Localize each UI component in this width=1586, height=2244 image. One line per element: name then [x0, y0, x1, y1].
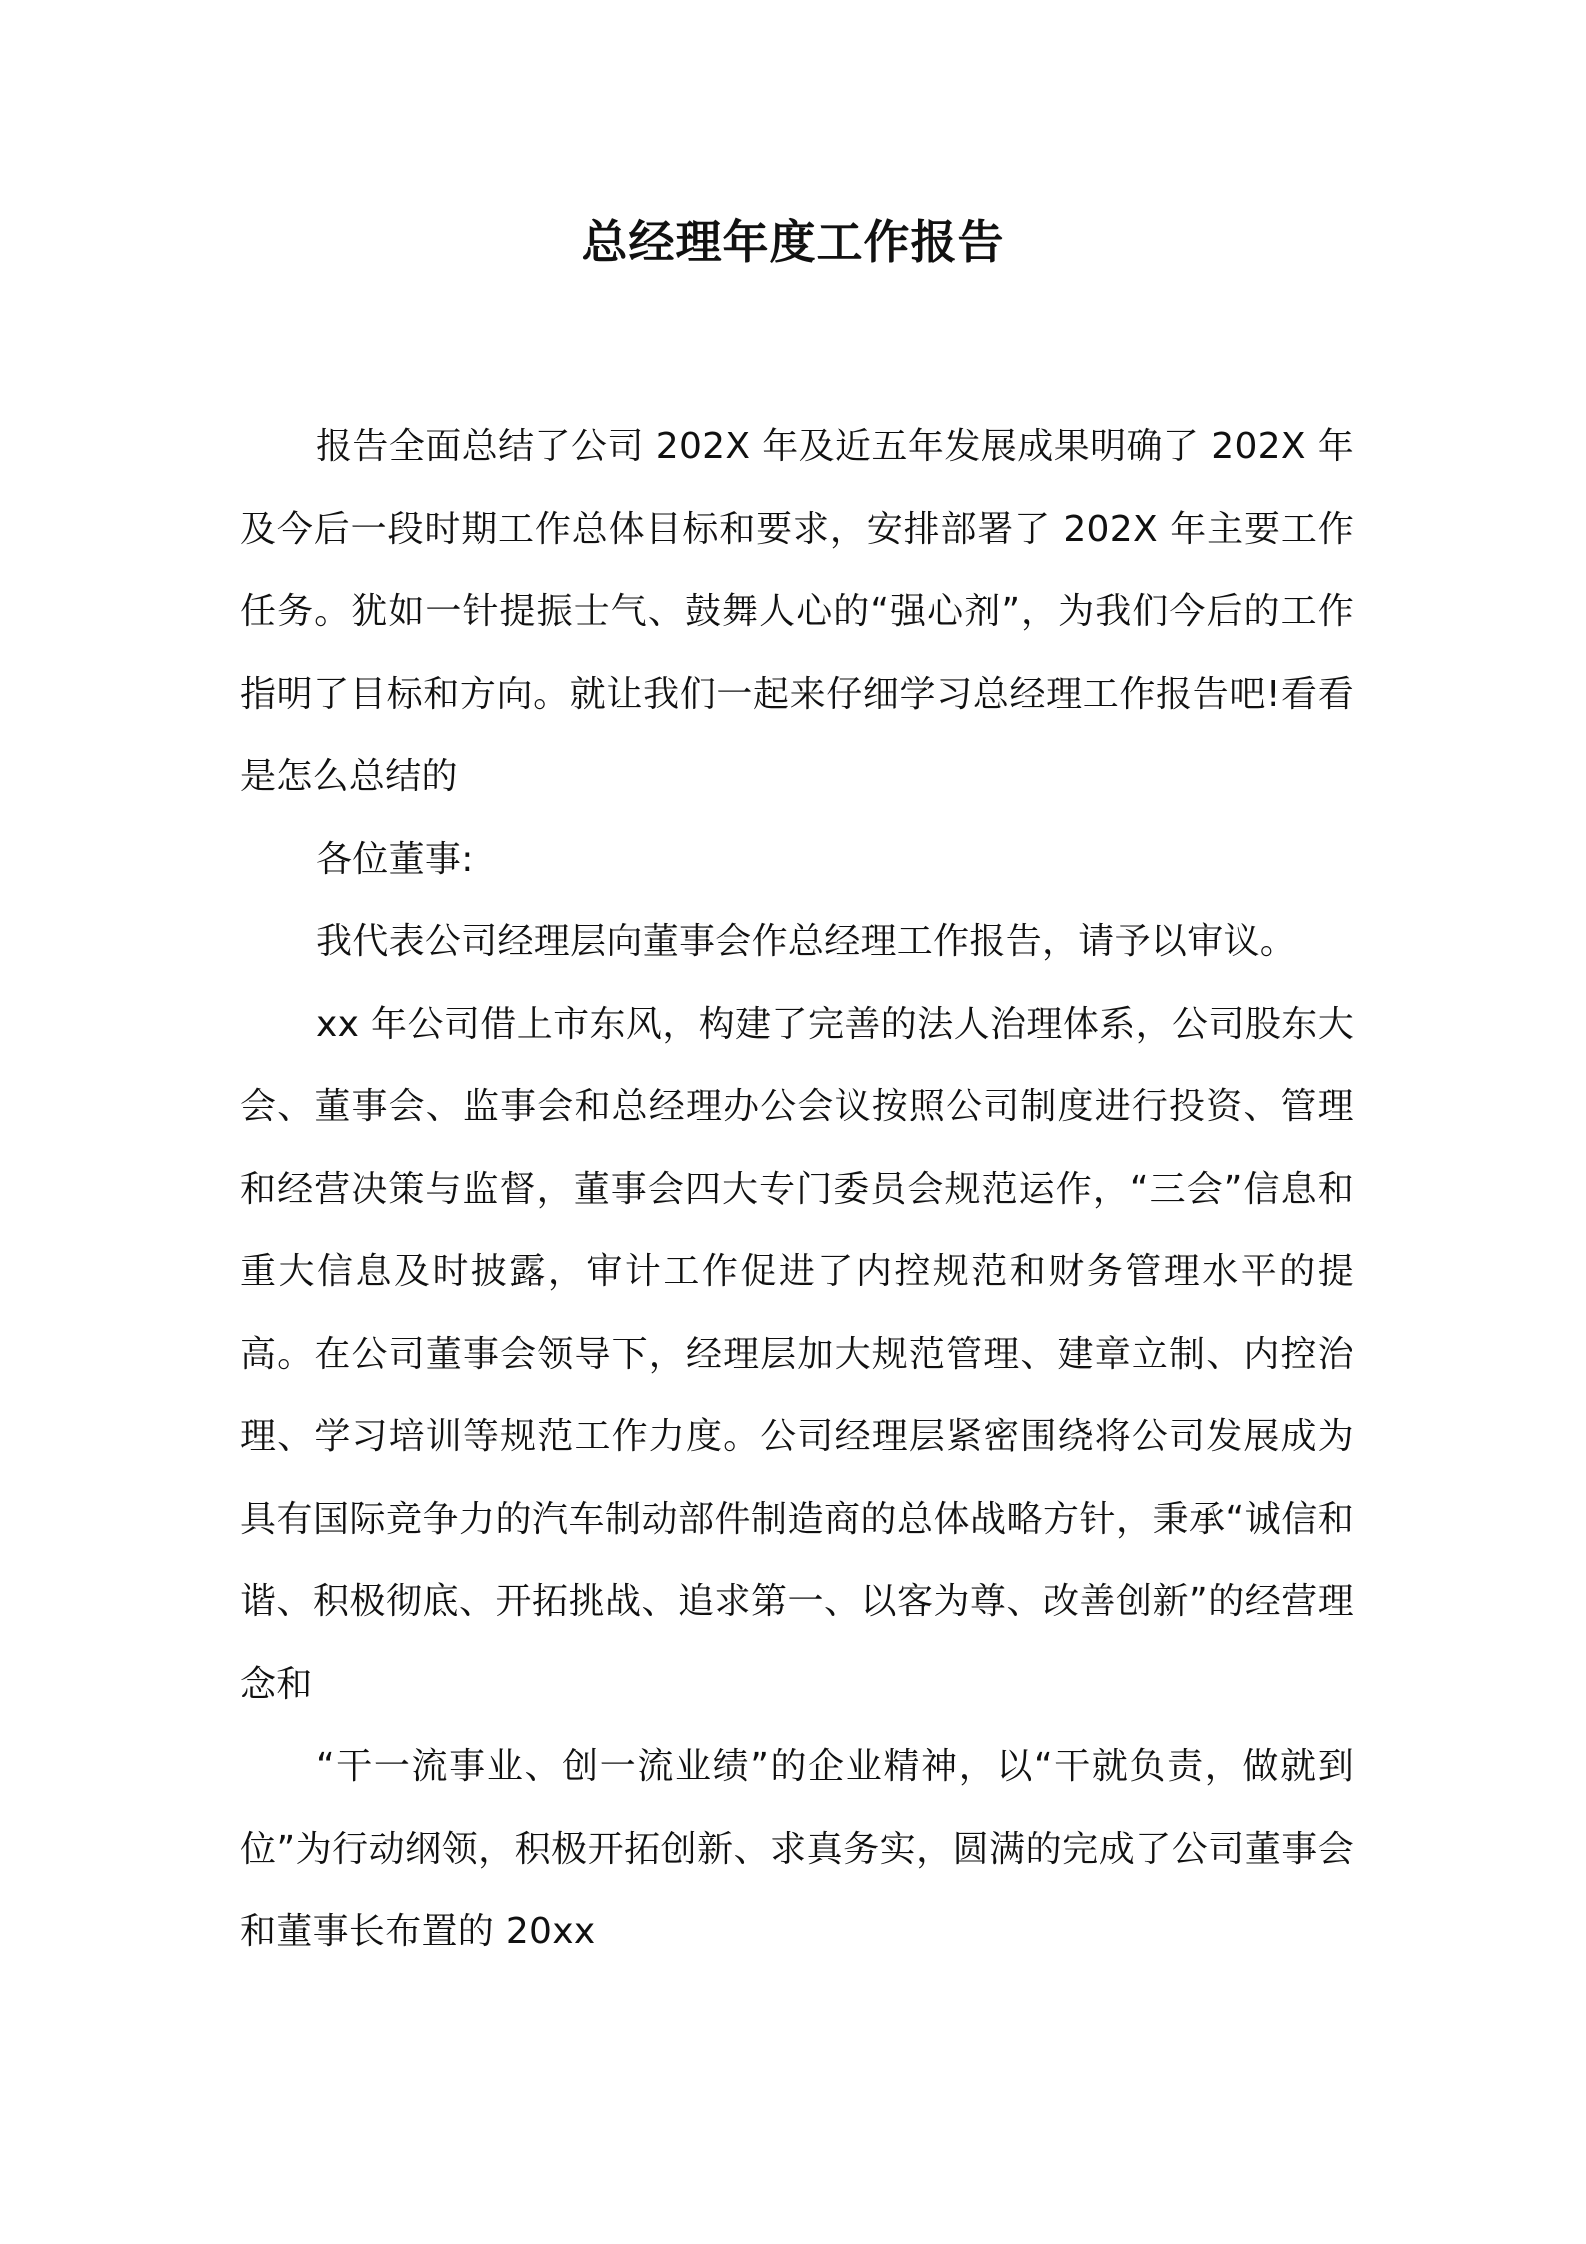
paragraph-opening: 我代表公司经理层向董事会作总经理工作报告，请予以审议。 — [316, 921, 1297, 962]
document-title: 总经理年度工作报告 — [581, 215, 1005, 269]
paragraph-spirit: “干一流事业、创一流业绩”的企业精神，以“干就负责，做就到位”为行动纲领，积极开拓创新、求真务实，圆满的完成了公司董事会和董事长布置的 20xx — [240, 1746, 1354, 1952]
paragraph-salutation: 各位董事: — [316, 838, 474, 880]
paragraph-intro: 报告全面总结了公司 202X 年及近五年发展成果明确了 202X 年及今后一段时期工作总体目标和要求，安排部署了 202X 年主要工作任务。犹如一针提振士气、鼓舞人心的“强心剂”，为我们今后的工作指明了目标和方向。就让我们一起来仔细学习总经理工作报告吧!看看是怎么总结的 — [240, 426, 1354, 797]
document-body — [240, 406, 1354, 1974]
paragraph-governance: xx 年公司借上市东风，构建了完善的法人治理体系，公司股东大会、董事会、监事会和总经理办公会议按照公司制度进行投资、管理和经营决策与监督，董事会四大专门委员会规范运作，“三会”信息和重大信息及时披露，审计工作促进了内控规范和财务管理水平的提高。在公司董事会领导下，经理层加大规范管理、建章立制、内控治理、学习培训等规范工作力度。公司经理层紧密围绕将公司发展成为具有国际竞争力的汽车制动部件制造商的总体战略方针，秉承“诚信和谐、积极彻底、开拓挑战、追求第一、以客为尊、改善创新”的经营理念和 — [240, 1003, 1354, 1705]
